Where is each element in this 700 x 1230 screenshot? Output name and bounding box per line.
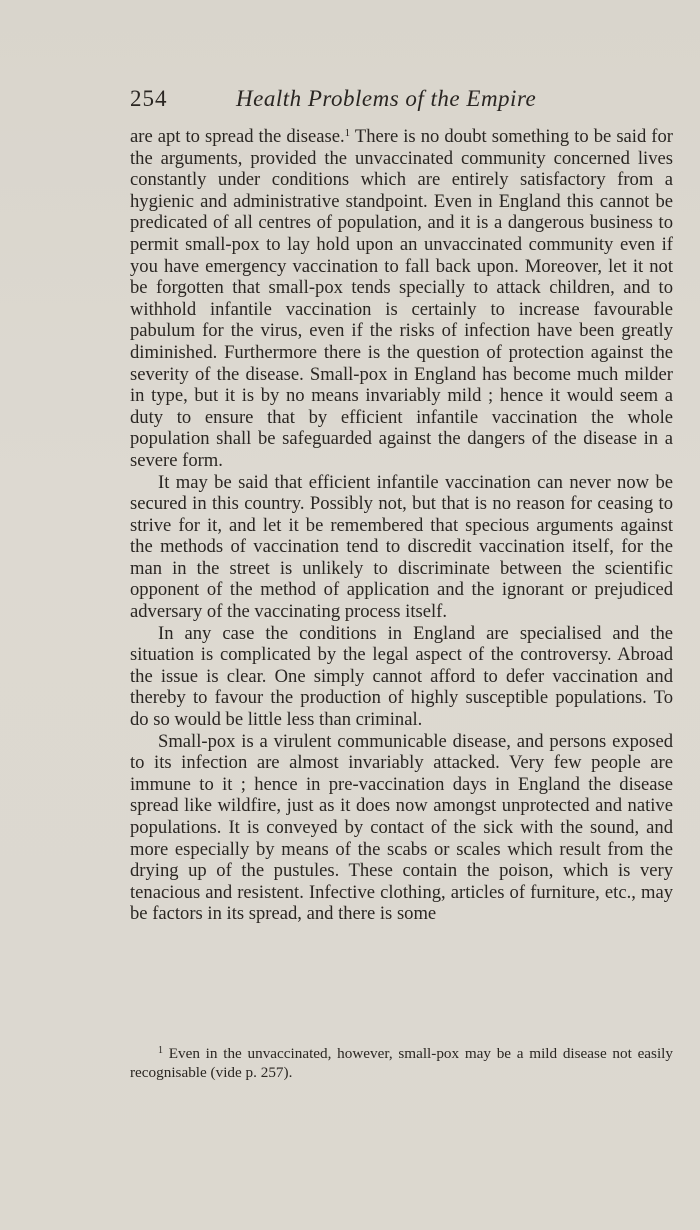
paragraph-1	[130, 126, 673, 472]
footnote-reference: 1	[344, 127, 351, 139]
body-text	[130, 126, 673, 925]
page-number: 254	[130, 86, 168, 111]
paragraph-3: In any case the conditions in England are specialised and the situation is complicated by the legal aspect of the controversy. Abroad the issue is clear. One simply cannot afford to defer vaccination and thereby to favour the production of highly susceptible populations. To do so would be little less than criminal.	[130, 622, 673, 731]
paragraph-2: It may be said that efficient infantile vaccination can never now be secured in this country. Possibly not, but that is no reason for ceasing to strive for it, and let it be remembered that specious arguments against the methods of vaccination tend to discredit vaccination itself, for the man in the street is unlikely to discriminate between the scientific opponent of the method of application and the ignorant or prejudiced adversary of the vaccinating process itself.	[130, 471, 673, 623]
footnote-text: Even in the unvaccinated, however, small-pox may be a mild disease not easily recognisable (vide p. 257).	[130, 1045, 673, 1081]
page-header	[130, 86, 672, 118]
paragraph-4: Small-pox is a virulent communicable disease, and persons exposed to its infection are almost invariably attacked. Very few people are immune to it ; hence in pre-vaccination days in England the disease spread like wildfire, just as it does now amongst unprotected and native populations. It is conveyed by contact of the sick with the sound, and more especially by means of the scabs or scales which result from the drying up of the pustules. These contain the poison, which is very tenacious and resistent. Infective clothing, articles of furniture, etc., may be factors in its spread, and there is some	[130, 730, 673, 925]
running-title: Health Problems of the Empire	[236, 86, 537, 111]
paragraph-1-start: are apt to spread the disease.	[130, 126, 345, 147]
paragraph-1-rest: There is no doubt something to be said for the arguments, provided the unvaccinated community concerned lives constantly under conditions which are entirely satisfactory from a hygienic and administrative standpoint. Even in England this cannot be predicated of all centres of population, and it is a dangerous business to permit small-pox to lay hold upon an unvaccinated community even if you have emergency vaccination to fall back upon. Moreover, let it not be forgotten that small-pox tends specially to attack children, and to withhold infantile vaccination is certainly to increase favourable pabulum for the virus, even if the risks of infection have been greatly diminished. Furthermore there is the question of protection against the severity of the disease. Small-pox in England has become much milder in type, but it is by no means invariably mild ; hence it would seem a duty to ensure that by efficient infantile vaccination the whole population shall be safeguarded against the dangers of the disease in a severe form.	[130, 126, 673, 471]
footnote-marker: 1	[158, 1045, 163, 1056]
footnote	[130, 1044, 673, 1082]
